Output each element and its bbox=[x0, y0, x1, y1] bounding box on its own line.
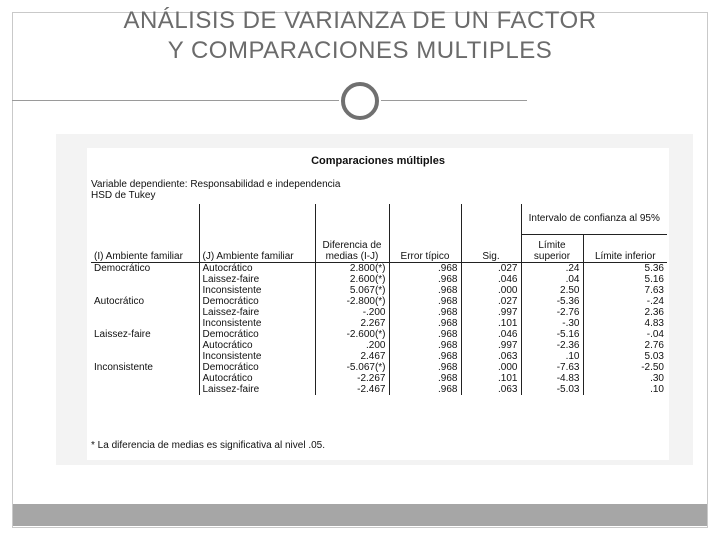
header-i: (I) Ambiente familiar bbox=[91, 234, 199, 262]
cell-i bbox=[91, 307, 199, 318]
cell-upper: -4.83 bbox=[521, 373, 583, 384]
cell-diff: -5.067(*) bbox=[315, 362, 389, 373]
cell-i bbox=[91, 285, 199, 296]
spss-output-table bbox=[87, 148, 669, 460]
cell-upper: -5.16 bbox=[521, 329, 583, 340]
cell-i bbox=[91, 318, 199, 329]
table-row bbox=[91, 262, 667, 274]
table-row bbox=[91, 384, 667, 395]
header-blank bbox=[461, 204, 521, 234]
cell-upper: -7.63 bbox=[521, 362, 583, 373]
cell-lower: 5.03 bbox=[644, 350, 664, 362]
slide-title-line-1: ANÁLISIS DE VARIANZA DE UN FACTOR bbox=[123, 7, 597, 34]
cell-j: Laissez-faire bbox=[199, 307, 315, 318]
cell-i bbox=[91, 373, 199, 384]
cell-diff: -2.267 bbox=[315, 373, 389, 384]
cell-upper: -5.36 bbox=[521, 296, 583, 307]
cell-lower: -2.50 bbox=[641, 361, 664, 373]
cell-j: Laissez-faire bbox=[199, 274, 315, 285]
cell-j: Autocrático bbox=[199, 373, 315, 384]
cell-diff: -.200 bbox=[315, 307, 389, 318]
cell-diff: .200 bbox=[315, 340, 389, 351]
cell-i bbox=[91, 384, 199, 395]
header-sig: Sig. bbox=[461, 234, 521, 262]
cell-se: .968 bbox=[389, 373, 461, 384]
cell-lower: .10 bbox=[650, 383, 664, 395]
cell-lower: 2.76 bbox=[644, 339, 664, 351]
cell-se: .968 bbox=[389, 384, 461, 395]
cell-upper: -2.36 bbox=[521, 340, 583, 351]
table-row bbox=[91, 318, 667, 329]
cell-sig: .046 bbox=[461, 274, 521, 285]
cell-lower: 5.16 bbox=[644, 273, 664, 285]
header-j: (J) Ambiente familiar bbox=[199, 234, 315, 262]
cell-sig: .063 bbox=[461, 351, 521, 362]
dependent-variable-label: Variable dependiente: Responsabilidad e independencia bbox=[91, 179, 341, 190]
header-lower: Límite inferior bbox=[583, 234, 667, 262]
cell-j: Inconsistente bbox=[199, 285, 315, 296]
header-upper: Límite superior bbox=[521, 234, 583, 262]
cell-upper: .10 bbox=[521, 351, 583, 362]
cell-upper: -2.76 bbox=[521, 307, 583, 318]
table-title: Comparaciones múltiples bbox=[311, 155, 445, 167]
footer-bar bbox=[13, 504, 707, 526]
table-row bbox=[91, 340, 667, 351]
cell-upper: -5.03 bbox=[521, 384, 583, 395]
slide-title-line-2: Y COMPARACIONES MULTIPLES bbox=[167, 37, 553, 64]
cell-diff: 2.600(*) bbox=[315, 274, 389, 285]
cell-sig: .027 bbox=[461, 262, 521, 274]
cell-sig: .000 bbox=[461, 362, 521, 373]
cell-lower: -.04 bbox=[646, 328, 664, 340]
cell-i: Inconsistente bbox=[91, 362, 199, 373]
cell-se: .968 bbox=[389, 351, 461, 362]
cell-lower: 2.36 bbox=[644, 306, 664, 318]
cell-lower: -.24 bbox=[646, 295, 664, 307]
table-footnote: * La diferencia de medias es significativa al nivel .05. bbox=[91, 440, 326, 451]
cell-se: .968 bbox=[389, 329, 461, 340]
cell-i bbox=[91, 351, 199, 362]
cell-sig: .101 bbox=[461, 373, 521, 384]
cell-diff: 2.467 bbox=[315, 351, 389, 362]
header-blank bbox=[389, 204, 461, 234]
table-row bbox=[91, 307, 667, 318]
header-se: Error típico bbox=[389, 234, 461, 262]
cell-diff: 2.267 bbox=[315, 318, 389, 329]
table-row bbox=[91, 274, 667, 285]
cell-upper: -.30 bbox=[521, 318, 583, 329]
cell-sig: .000 bbox=[461, 285, 521, 296]
cell-j: Inconsistente bbox=[199, 351, 315, 362]
cell-i bbox=[91, 274, 199, 285]
cell-diff: 2.800(*) bbox=[315, 262, 389, 274]
table-row bbox=[91, 373, 667, 384]
table-row bbox=[91, 285, 667, 296]
cell-upper: 2.50 bbox=[521, 285, 583, 296]
cell-diff: -2.800(*) bbox=[315, 296, 389, 307]
cell-lower: 4.83 bbox=[644, 317, 664, 329]
cell-sig: .046 bbox=[461, 329, 521, 340]
header-diff: Diferencia de medias (I-J) bbox=[315, 234, 389, 262]
divider-left bbox=[12, 100, 339, 101]
cell-j: Democrático bbox=[199, 362, 315, 373]
cell-se: .968 bbox=[389, 262, 461, 274]
cell-j: Democrático bbox=[199, 329, 315, 340]
cell-sig: .063 bbox=[461, 384, 521, 395]
table-body bbox=[91, 262, 667, 395]
cell-upper: .24 bbox=[521, 262, 583, 274]
header-blank bbox=[315, 204, 389, 234]
cell-diff: -2.467 bbox=[315, 384, 389, 395]
table-row bbox=[91, 362, 667, 373]
cell-sig: .997 bbox=[461, 307, 521, 318]
cell-j: Autocrático bbox=[199, 340, 315, 351]
cell-lower: 7.63 bbox=[644, 284, 664, 296]
cell-se: .968 bbox=[389, 340, 461, 351]
method-label: HSD de Tukey bbox=[91, 190, 156, 201]
cell-se: .968 bbox=[389, 362, 461, 373]
divider-circle-ornament bbox=[341, 82, 379, 120]
table-row bbox=[91, 351, 667, 362]
cell-upper: .04 bbox=[521, 274, 583, 285]
cell-sig: .027 bbox=[461, 296, 521, 307]
cell-i: Laissez-faire bbox=[91, 329, 199, 340]
cell-j: Inconsistente bbox=[199, 318, 315, 329]
cell-se: .968 bbox=[389, 274, 461, 285]
cell-i bbox=[91, 340, 199, 351]
cell-sig: .101 bbox=[461, 318, 521, 329]
slide-title bbox=[0, 6, 720, 66]
cell-i: Autocrático bbox=[91, 296, 199, 307]
cell-lower: .30 bbox=[650, 372, 664, 384]
cell-i: Democrático bbox=[91, 262, 199, 274]
table-row bbox=[91, 296, 667, 307]
cell-lower: 5.36 bbox=[644, 262, 664, 274]
comparisons-table bbox=[91, 204, 667, 395]
cell-se: .968 bbox=[389, 318, 461, 329]
cell-se: .968 bbox=[389, 296, 461, 307]
cell-diff: 5.067(*) bbox=[315, 285, 389, 296]
cell-se: .968 bbox=[389, 285, 461, 296]
interval-group-header: Intervalo de confianza al 95% bbox=[521, 204, 667, 234]
cell-j: Laissez-faire bbox=[199, 384, 315, 395]
table-row bbox=[91, 329, 667, 340]
cell-j: Autocrático bbox=[199, 262, 315, 274]
cell-se: .968 bbox=[389, 307, 461, 318]
header-blank bbox=[199, 204, 315, 234]
cell-sig: .997 bbox=[461, 340, 521, 351]
cell-diff: -2.600(*) bbox=[315, 329, 389, 340]
divider-right bbox=[381, 100, 527, 101]
cell-j: Democrático bbox=[199, 296, 315, 307]
header-blank bbox=[91, 204, 199, 234]
